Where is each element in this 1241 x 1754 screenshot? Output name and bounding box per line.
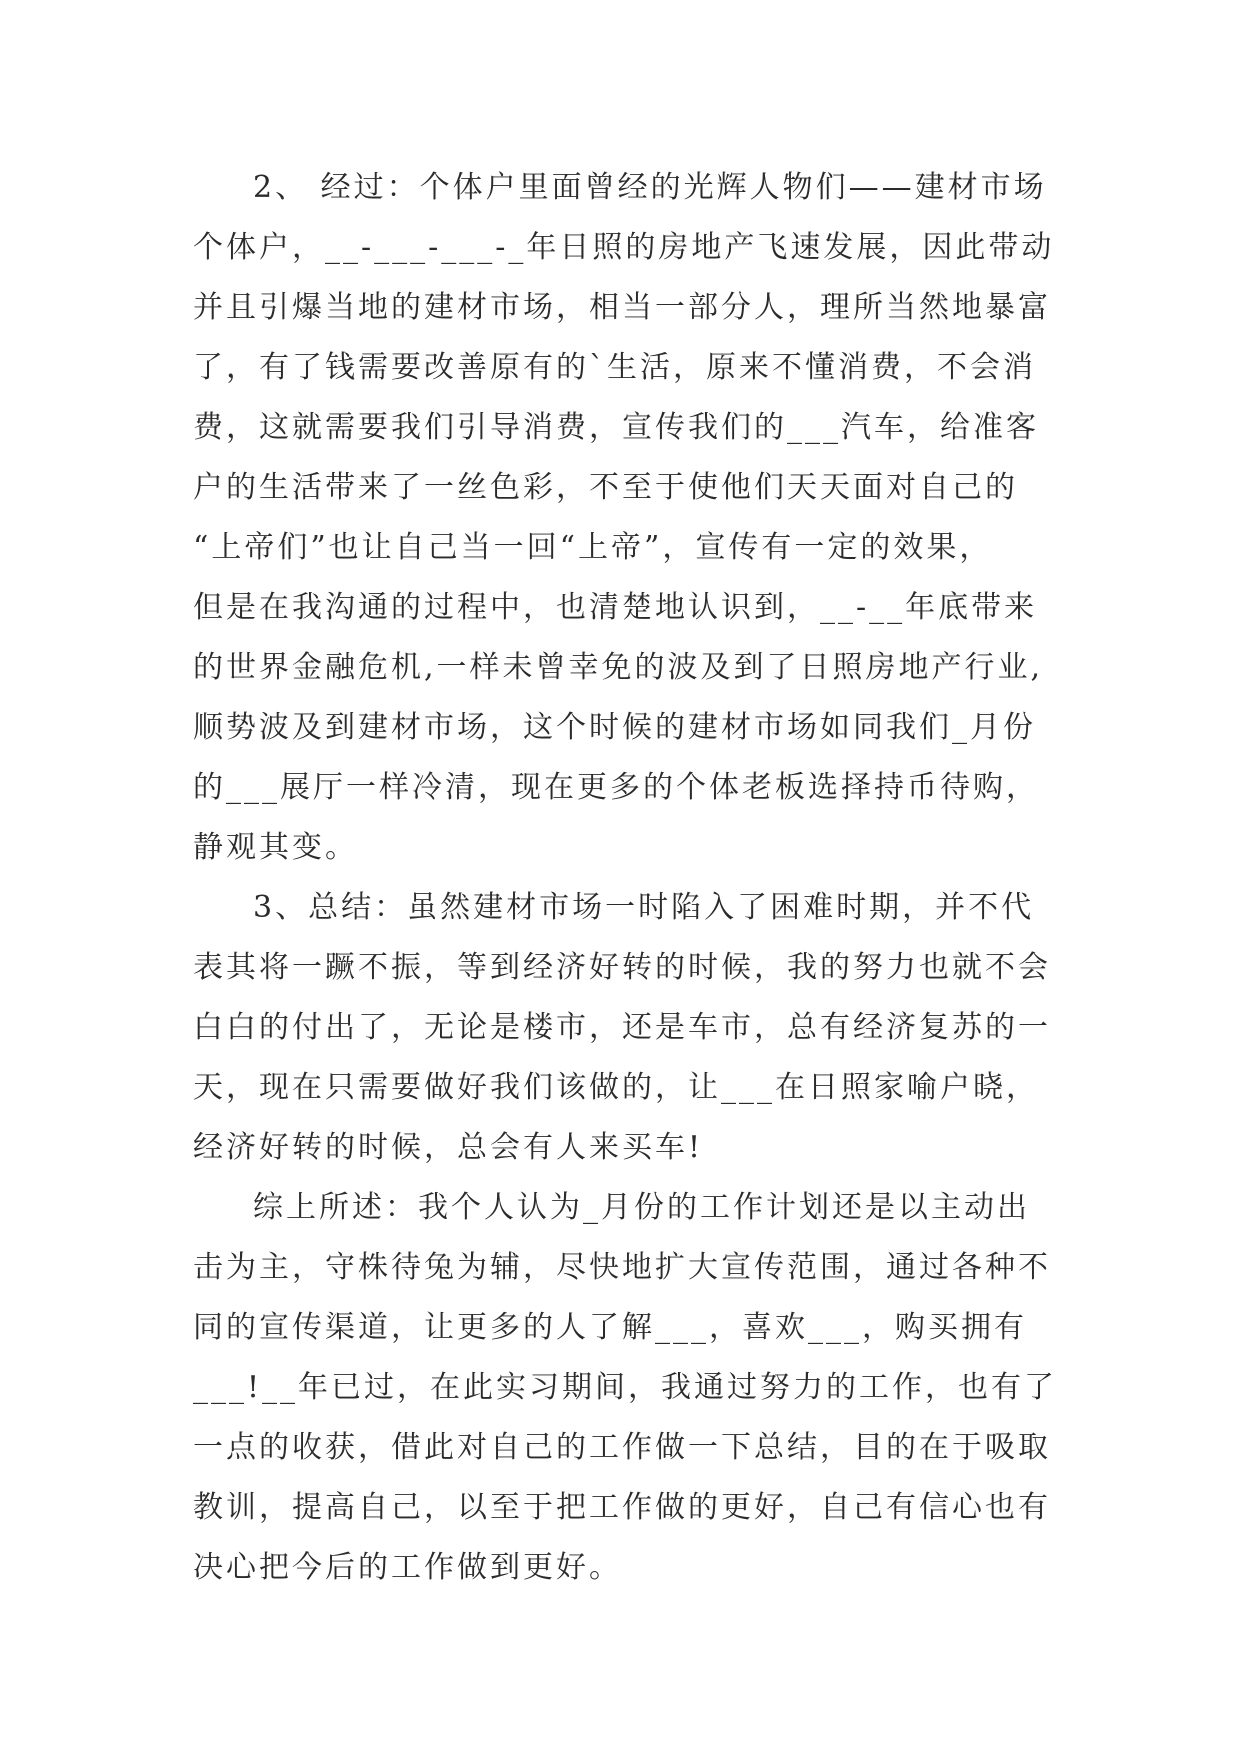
text-line: 3、总结：虽然建材市场一时陷入了困难时期，并不代 [253,890,1035,925]
text-line: 的世界金融危机,一样未曾幸免的波及到了日照房地产行业, [193,650,1044,685]
text-line: 顺势波及到建材市场，这个时候的建材市场如同我们_月份 [193,710,1036,745]
text-line: 经济好转的时候，总会有人来买车! [193,1130,704,1165]
text-line: 天，现在只需要做好我们该做的，让___在日照家喻户晓， [193,1070,1039,1105]
text-line: 并且引爆当地的建材市场，相当一部分人，理所当然地暴富 [193,290,1051,325]
text-line: 但是在我沟通的过程中，也清楚地认识到，__-__年底带来 [193,590,1038,625]
text-line: ___!__年已过，在此实习期间，我通过努力的工作，也有了 [193,1370,1058,1405]
text-line: 费，这就需要我们引导消费，宣传我们的___汽车，给准客 [193,410,1039,445]
text-line: 2、 经过：个体户里面曾经的光辉人物们——建材市场 [253,170,1047,205]
text-line: 户的生活带来了一丝色彩，不至于使他们天天面对自己的 [193,470,1018,505]
text-line: 教训，提高自己，以至于把工作做的更好，自己有信心也有 [193,1490,1051,1525]
text-line: “上帝们”也让自己当一回“上帝”，宣传有一定的效果， [193,530,993,565]
text-line: 了，有了钱需要改善原有的`生活，原来不懂消费，不会消 [193,350,1036,385]
paragraph-conclusion [193,1178,1058,1598]
text-line: 综上所述：我个人认为_月份的工作计划还是以主动出 [253,1190,1030,1225]
text-line: 一点的收获，借此对自己的工作做一下总结，目的在于吸取 [193,1430,1051,1465]
text-line: 击为主，守株待兔为辅，尽快地扩大宣传范围，通过各种不 [193,1250,1051,1285]
text-line: 表其将一蹶不振，等到经济好转的时候，我的努力也就不会 [193,950,1051,985]
paragraph-summary [193,878,1053,1178]
text-line: 静观其变。 [193,830,358,865]
text-line: 同的宣传渠道，让更多的人了解___，喜欢___，购买拥有 [193,1310,1027,1345]
document-body [193,158,1058,1598]
paragraph-process [193,158,1053,878]
text-line: 个体户，__-___-___-_年日照的房地产飞速发展，因此带动 [193,230,1055,265]
text-line: 的___展厅一样冷清，现在更多的个体老板选择持币待购， [193,770,1039,805]
text-line: 白白的付出了，无论是楼市，还是车市，总有经济复苏的一 [193,1010,1051,1045]
text-line: 决心把今后的工作做到更好。 [193,1550,622,1585]
